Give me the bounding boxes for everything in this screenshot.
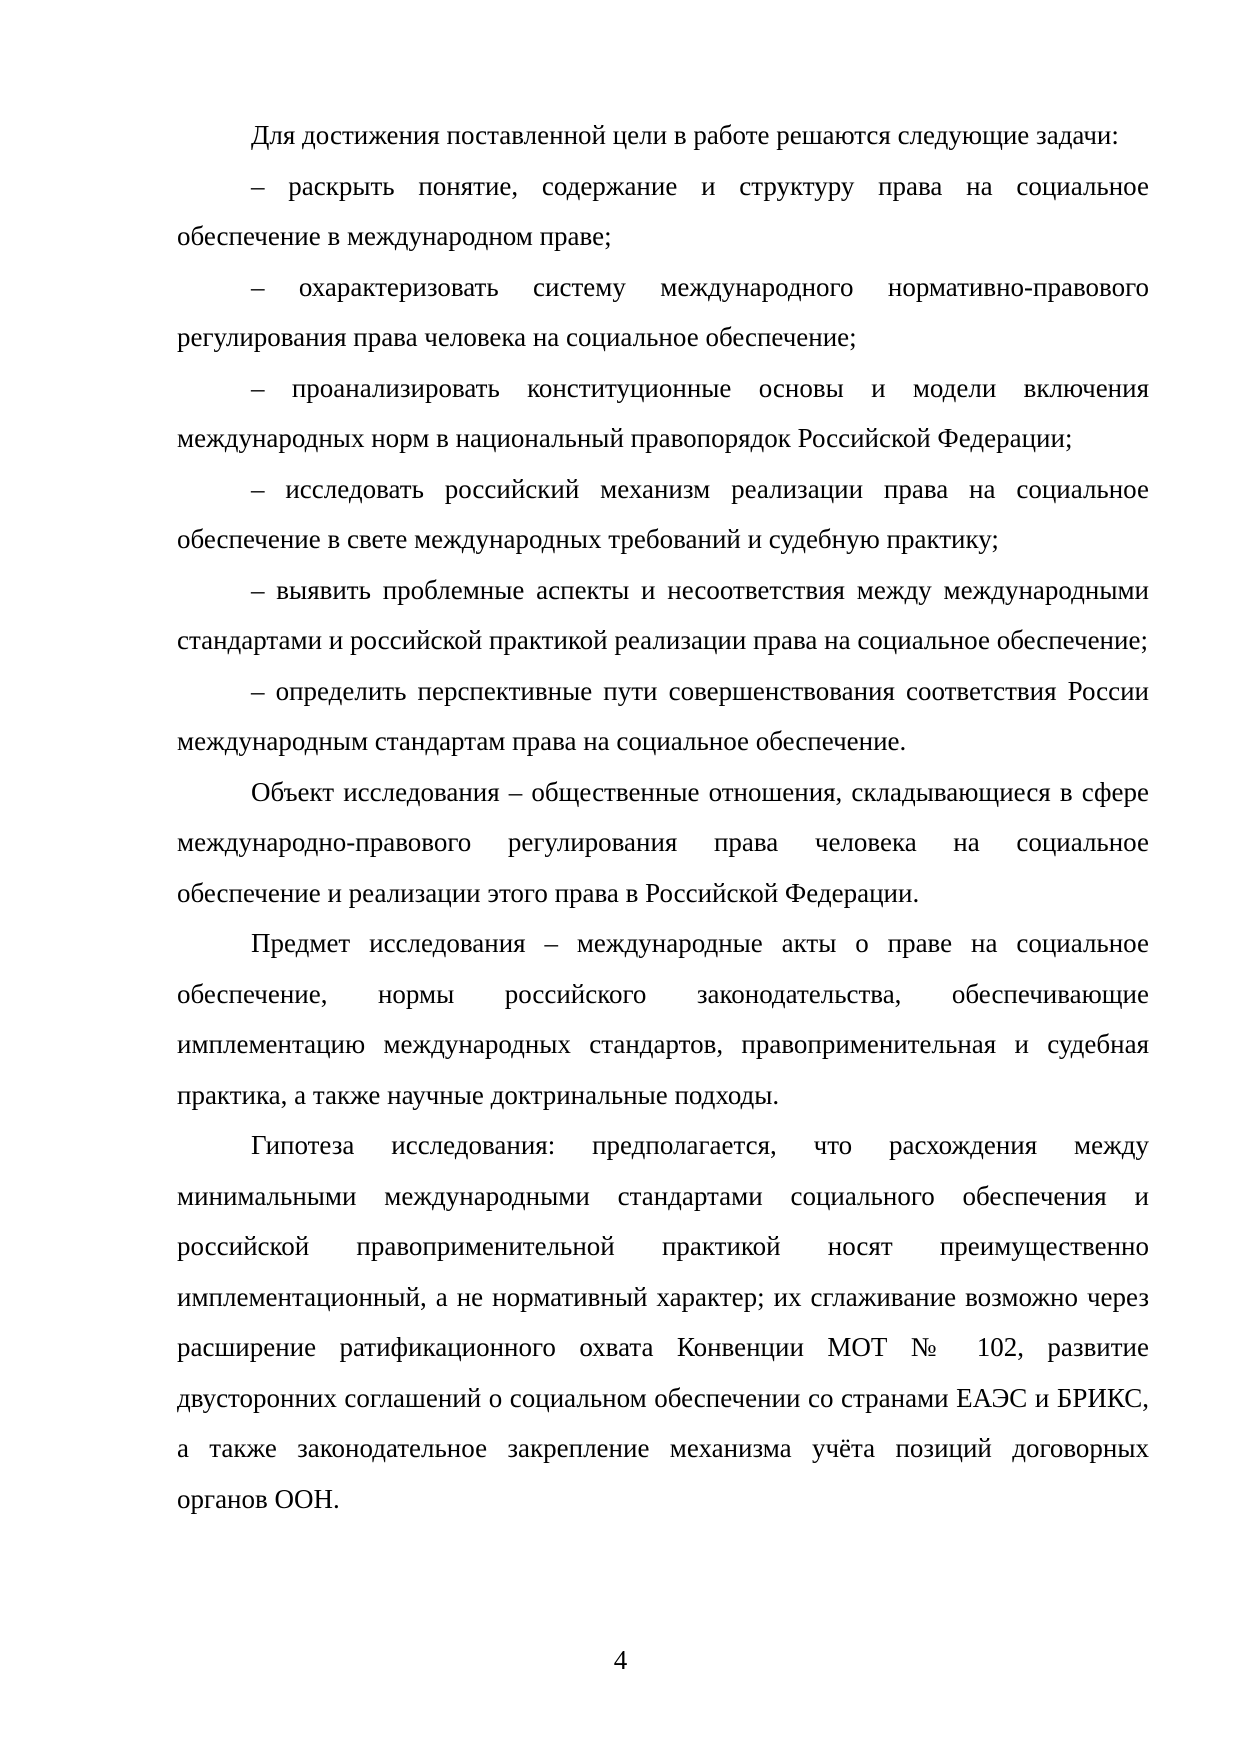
- paragraph-research-subject: Предмет исследования – международные акты о праве на социальное обеспечение, нормы российского законодательства, обеспечивающие имплементацию международных стандартов, правоприменительная и судебная практика, а также научные доктринальные подходы.: [177, 928, 1149, 1110]
- list-item-task-5: – выявить проблемные аспекты и несоответствия между международными стандартами и российской практикой реализации права на социальное обеспечение;: [177, 574, 1149, 655]
- list-item-task-3: – проанализировать конституционные основы и модели включения международных норм в национальный правопорядок Российской Федерации;: [177, 372, 1149, 453]
- list-item-task-2: – охарактеризовать систему международного нормативно-правового регулирования права человека на социальное обеспечение;: [177, 271, 1149, 352]
- list-item-task-6: – определить перспективные пути совершенствования соответствия России международным стандартам права на социальное обеспечение.: [177, 675, 1149, 756]
- paragraph-tasks-intro: Для достижения поставленной цели в работе решаются следующие задачи:: [251, 120, 1119, 150]
- page-number: 4: [613, 1645, 628, 1675]
- list-item-task-4: – исследовать российский механизм реализации права на социальное обеспечение в свете международных требований и судебную практику;: [177, 473, 1149, 554]
- paragraph-research-hypothesis: Гипотеза исследования: предполагается, что расхождения между минимальными международными стандартами социального обеспечения и российской правоприменительной практикой носят преимущественно имплементационный, а не нормативный характер; их сглаживание возможно через расширение ратификационного охвата Конвенции МОТ № 102, развитие двусторонних соглашений о социальном обеспечении со странами ЕАЭС и БРИКС, а также законодательное закрепление механизма учёта позиций договорных органов ООН.: [177, 1130, 1149, 1514]
- list-item-task-1: – раскрыть понятие, содержание и структуру права на социальное обеспечение в международном праве;: [177, 170, 1149, 251]
- paragraph-research-object: Объект исследования – общественные отношения, складывающиеся в сфере международно-правового регулирования права человека на социальное обеспечение и реализации этого права в Российской Федерации.: [177, 776, 1149, 908]
- page-body: [177, 110, 1149, 1524]
